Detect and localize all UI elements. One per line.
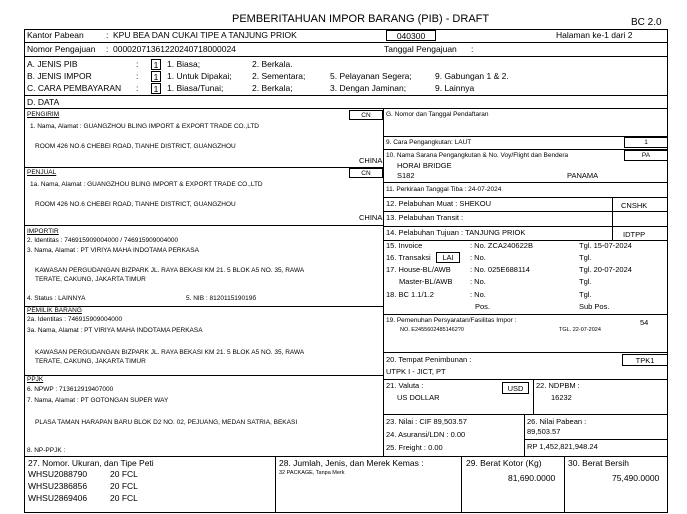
tanggal-pengajuan-label: Tanggal Pengajuan [384, 44, 457, 54]
ppjk-np: 8. NP-PPJK : [27, 447, 66, 454]
master-bl-no: : No. [470, 277, 486, 286]
page-title: PEMBERITAHUAN IMPOR BARANG (PIB) - DRAFT [232, 13, 490, 25]
jenis-pib-opt: 1. Biasa; [167, 59, 201, 69]
berat-kotor-value: 81,690.0000 [508, 473, 556, 483]
invoice-no: : No. ZCA240622B [470, 241, 533, 250]
container-no: WHSU2088790 [28, 469, 88, 479]
transaksi-no: : No. [470, 253, 486, 262]
ppjk-nama: 7. Nama, Alamat : PT GOTONGAN SUPER WAY [27, 397, 169, 404]
jenis-pib-opt: 2. Berkala. [252, 59, 293, 69]
bc11-no: : No. [470, 290, 486, 299]
nilai-cif: 23. Nilai : CIF 89,503.57 [386, 417, 467, 426]
pengirim-label: PENGIRIM [27, 111, 60, 118]
importir-status: 4. Status : LAINNYA [27, 295, 86, 302]
jenis-pib-value: 1 [151, 59, 161, 70]
pemenuhan-code: 54 [640, 318, 649, 327]
master-bl-tgl: Tgl. [579, 277, 592, 286]
bc11-pos: Pos. [475, 302, 491, 311]
pengirim-country: CHINA [359, 156, 383, 165]
pengirim-country-code: CN [349, 110, 383, 120]
kantor-value: KPU BEA DAN CUKAI TIPE A TANJUNG PRIOK [113, 30, 297, 40]
importir-nib: 5. NIB : 812011519019б [186, 295, 257, 302]
nilai-pabean-value: 89,503.57 [527, 427, 561, 436]
cara-bayar-opt: 9. Lainnya [435, 83, 475, 93]
container-size: 20 FCL [110, 481, 138, 491]
pemenuhan-tgl: TGL. 22-07-2024 [559, 327, 601, 333]
jenis-pib-label: A. JENIS PIB [27, 59, 78, 69]
pemenuhan-no: NO. E24556024851462?0 [400, 327, 464, 333]
bc11-label: 18. BC 1.1/1.2 [386, 290, 434, 299]
nomor-pengajuan-label: Nomor Pengajuan [27, 44, 96, 54]
halaman: Halaman ke-1 dari 2 [556, 30, 633, 40]
ppjk-npwp: 6. NPWP : 713612919407000 [27, 386, 114, 393]
cara-pengangkutan: 9. Cara Pengangkutan: LAUT [386, 139, 472, 146]
penjual-nama: 1a. Nama, Alamat : GUANGZHOU BLING IMPORT & EXPORT TRADE CO.,LTD [30, 181, 263, 188]
jenis-impor-value: 1 [151, 71, 161, 82]
pemilik-label: PEMILIK BARANG [27, 307, 82, 314]
ndpbm-value: 16232 [551, 393, 572, 402]
pemenuhan-label: 19. Pemenuhan Persyaratan/Fasilitas Impor : [386, 317, 517, 324]
berat-kotor-header: 29. Berat Kotor (Kg) [466, 458, 542, 468]
penjual-country-code: CN [349, 168, 383, 178]
invoice-label: 15. Invoice [386, 241, 423, 250]
transaksi-label: 16. Transaksi [386, 253, 431, 262]
section-data-label: D. DATA [27, 97, 60, 107]
bc11-tgl: Tgl. [579, 290, 592, 299]
cara-bayar-opt: 3. Dengan Jaminan; [330, 83, 407, 93]
form-code: BC 2.0 [631, 17, 662, 28]
bendera-code: PA [624, 150, 668, 161]
berat-bersih-value: 75,490.0000 [612, 473, 660, 483]
freight: 25. Freight : 0.00 [386, 443, 443, 452]
pemilik-nama: 3a. Nama, Alamat : PT VIRIYA MAHA INDOTAMA PERKASA [27, 327, 203, 334]
jenis-impor-opt: 2. Sementara; [252, 71, 306, 81]
ppjk-label: PPJK [27, 376, 44, 383]
pelabuhan-tujuan-code: IDTPP [623, 230, 646, 239]
house-bl-label: 17. House-BL/AWB [386, 265, 451, 274]
importir-identitas: 2. Identitas : 746915909004000 / 746915909004000 [27, 237, 179, 244]
perkiraan-tiba: 11. Perkiraan Tanggal Tiba : 24-07-2024 [386, 186, 502, 193]
importir-alamat-1: KAWASAN PERGUDANGAN BIZPARK JL. RAYA BEKASI KM 21. 5 BLOK A5 NO. 35, RAWA [35, 267, 305, 274]
transaksi-code: LAI [436, 252, 460, 263]
jenis-impor-opt: 9. Gabungan 1 & 2. [435, 71, 509, 81]
jenis-impor-opt: 1. Untuk Dipakai; [167, 71, 232, 81]
pelabuhan-muat-code: CNSHK [621, 201, 648, 210]
sarana-nama: HORAI BRIDGE [397, 161, 452, 170]
bendera-name: PANAMA [567, 171, 599, 180]
sarana-pengangkutan-label: 10. Nama Sarana Pengangkutan & No. Voy/Flight dan Bendera [386, 152, 569, 159]
container-size: 20 FCL [110, 493, 138, 503]
cara-bayar-opt: 1. Biasa/Tunai; [167, 83, 224, 93]
house-bl-tgl: Tgl. 20-07-2024 [579, 265, 632, 274]
penjual-alamat: ROOM 426 NO.6 CHEBEI ROAD, TIANHE DISTRICT, GUANGZHOU [35, 201, 236, 208]
nomor-pengajuan-value: 00002071361220240718000024 [113, 44, 236, 54]
nomor-pendaftaran-label: G. Nomor dan Tanggal Pendaftaran [386, 111, 489, 118]
voy-number: S182 [397, 171, 415, 180]
tempat-penimbunan-code: TPK1 [622, 354, 668, 366]
transaksi-tgl: Tgl. [579, 253, 592, 262]
tempat-penimbunan-label: 20. Tempat Penimbunan : [386, 355, 472, 364]
pengirim-alamat: ROOM 426 NO.6 CHEBEI ROAD, TIANHE DISTRICT, GUANGZHOU [35, 143, 236, 150]
importir-label: IMPORTIR [27, 228, 59, 235]
cara-pembayaran-label: C. CARA PEMBAYARAN [27, 83, 122, 93]
container-no: WHSU2869406 [28, 493, 88, 503]
cara-bayar-opt: 2. Berkala; [252, 83, 293, 93]
bc11-subpos: Sub Pos. [579, 302, 610, 311]
kantor-label: Kantor Pabean [27, 30, 84, 40]
house-bl-no: : No. 025E688114 [470, 265, 530, 274]
cara-pembayaran-value: 1 [151, 83, 161, 94]
pemilik-identitas: 2a. Identitas : 746915909004000 [27, 316, 123, 323]
pelabuhan-tujuan: 14. Pelabuhan Tujuan : TANJUNG PRIOK [386, 228, 526, 237]
penjual-country: CHINA [359, 213, 383, 222]
peti-header: 27. Nomor. Ukuran, dan Tipe Peti [28, 458, 154, 468]
importir-nama: 3. Nama, Alamat : PT VIRIYA MAHA INDOTAMA PERKASA [27, 247, 199, 254]
penjual-label: PENJUAL [27, 169, 57, 176]
invoice-tgl: Tgl. 15-07-2024 [579, 241, 632, 250]
pengirim-nama: 1. Nama, Alamat : GUANGZHOU BLING IMPORT & EXPORT TRADE CO.,LTD [30, 123, 259, 130]
pelabuhan-muat: 12. Pelabuhan Muat : SHEKOU [386, 199, 492, 208]
asuransi: 24. Asuransi/LDN : 0.00 [386, 430, 466, 439]
nilai-pabean-rupiah: RP 1,452,821,948.24 [527, 442, 598, 451]
ppjk-alamat: PLASA TAMAN HARAPAN BARU BLOK D2 NO. 02, PEJUANG, MEDAN SATRIA, BEKASI [35, 419, 298, 426]
kemas-value: 32 PACKAGE, Tanpa Merk [279, 470, 345, 476]
container-no: WHSU2386856 [28, 481, 88, 491]
valuta-name: US DOLLAR [397, 393, 440, 402]
pemilik-alamat-2: TERATE, CAKUNG, JAKARTA TIMUR [35, 358, 146, 365]
kantor-code: 040300 [386, 30, 436, 41]
pemilik-alamat-1: KAWASAN PERGUDANGAN BIZPARK JL. RAYA BEKASI KM 21. 5 BLOK A5 NO. 35, RAWA [35, 349, 305, 356]
jenis-impor-label: B. JENIS IMPOR [27, 71, 92, 81]
kemas-header: 28. Jumlah, Jenis, dan Merek Kemas : [279, 458, 424, 468]
jenis-impor-opt: 5. Pelayanan Segera; [330, 71, 412, 81]
pelabuhan-transit: 13. Pelabuhan Transit : [386, 213, 464, 222]
valuta-label: 21. Valuta : [386, 381, 424, 390]
valuta-code: USD [502, 382, 529, 394]
tempat-penimbunan-value: UTPK I - JICT, PT [386, 367, 446, 376]
master-bl-label: Master-BL/AWB [399, 277, 453, 286]
nilai-pabean-label: 26. Nilai Pabean : [527, 417, 587, 426]
ndpbm-label: 22. NDPBM : [536, 381, 580, 390]
berat-bersih-header: 30. Berat Bersih [568, 458, 629, 468]
cara-pengangkutan-code: 1 [624, 137, 668, 148]
container-size: 20 FCL [110, 469, 138, 479]
importir-alamat-2: TERATE, CAKUNG, JAKARTA TIMUR [35, 276, 146, 283]
